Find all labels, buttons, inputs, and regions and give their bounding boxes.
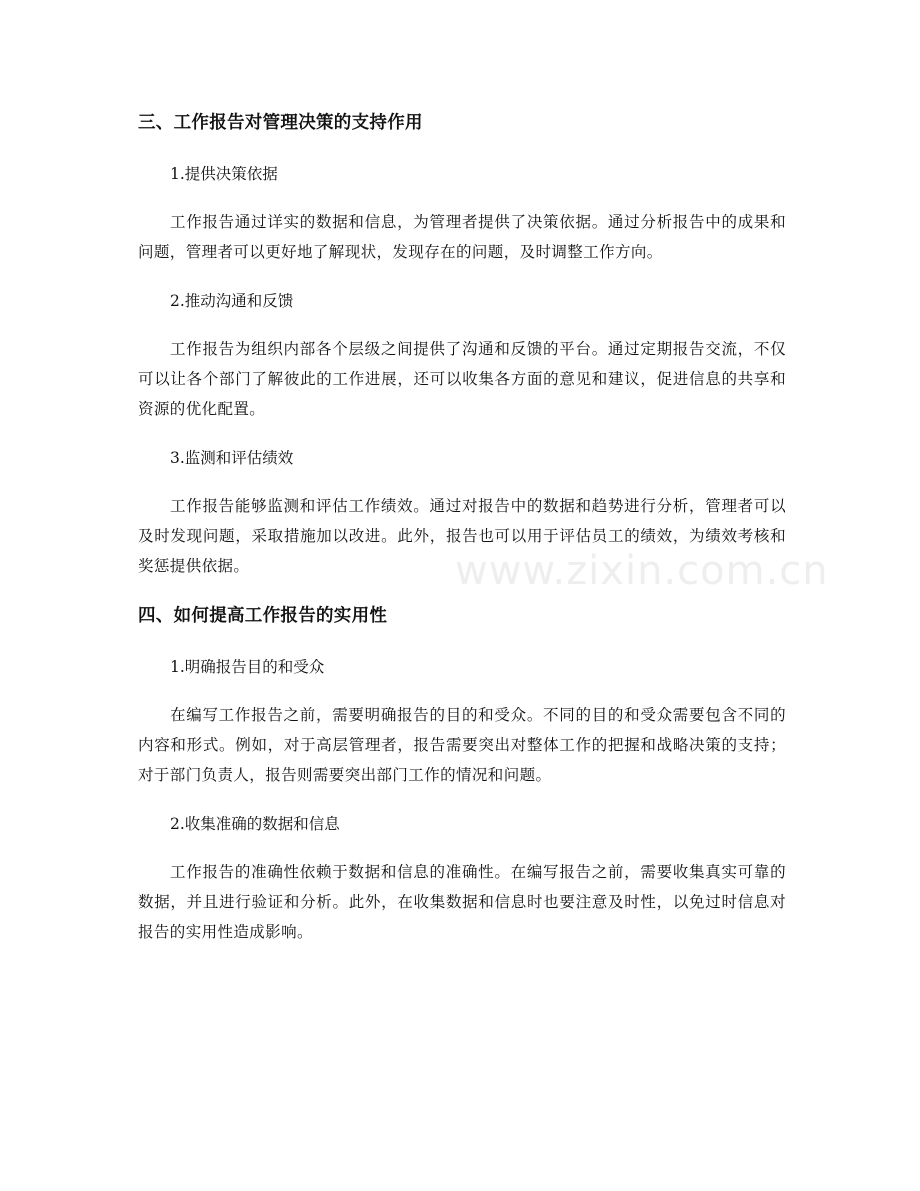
- section-heading-3: 三、工作报告对管理决策的支持作用: [138, 113, 423, 133]
- paragraph-accurate-data: 工作报告的准确性依赖于数据和信息的准确性。在编写报告之前，需要收集真实可靠的数据，并且进行验证和分析。此外，在收集数据和信息时也要注意及时性，以免过时信息对报告的实用性造成影响。: [138, 863, 786, 941]
- paragraph-communication: 工作报告为组织内部各个层级之间提供了沟通和反馈的平台。通过定期报告交流，不仅可以让各个部门了解彼此的工作进展，还可以收集各方面的意见和建议，促进信息的共享和资源的优化配置。: [138, 340, 786, 418]
- section-heading-4: 四、如何提高工作报告的实用性: [138, 606, 388, 626]
- watermark-text: www.zixin.com.cn: [455, 548, 829, 594]
- paragraph-performance: 工作报告能够监测和评估工作绩效。通过对报告中的数据和趋势进行分析，管理者可以及时发现问题，采取措施加以改进。此外，报告也可以用于评估员工的绩效，为绩效考核和奖惩提供依据。: [138, 497, 786, 575]
- paragraph-purpose-audience: 在编写工作报告之前，需要明确报告的目的和受众。不同的目的和受众需要包含不同的内容和形式。例如，对于高层管理者，报告需要突出对整体工作的把握和战略决策的支持；对于部门负责人，报告则需要突出部门工作的情况和问题。: [138, 706, 786, 784]
- subheading-purpose-audience: 1.明确报告目的和受众: [170, 658, 325, 676]
- subheading-decision-basis: 1.提供决策依据: [170, 165, 278, 183]
- subheading-performance: 3.监测和评估绩效: [170, 449, 294, 467]
- subheading-accurate-data: 2.收集准确的数据和信息: [170, 815, 340, 833]
- paragraph-decision-basis: 工作报告通过详实的数据和信息，为管理者提供了决策依据。通过分析报告中的成果和问题，管理者可以更好地了解现状，发现存在的问题，及时调整工作方向。: [138, 213, 786, 261]
- document-body: [138, 108, 786, 947]
- subheading-communication: 2.推动沟通和反馈: [170, 292, 294, 310]
